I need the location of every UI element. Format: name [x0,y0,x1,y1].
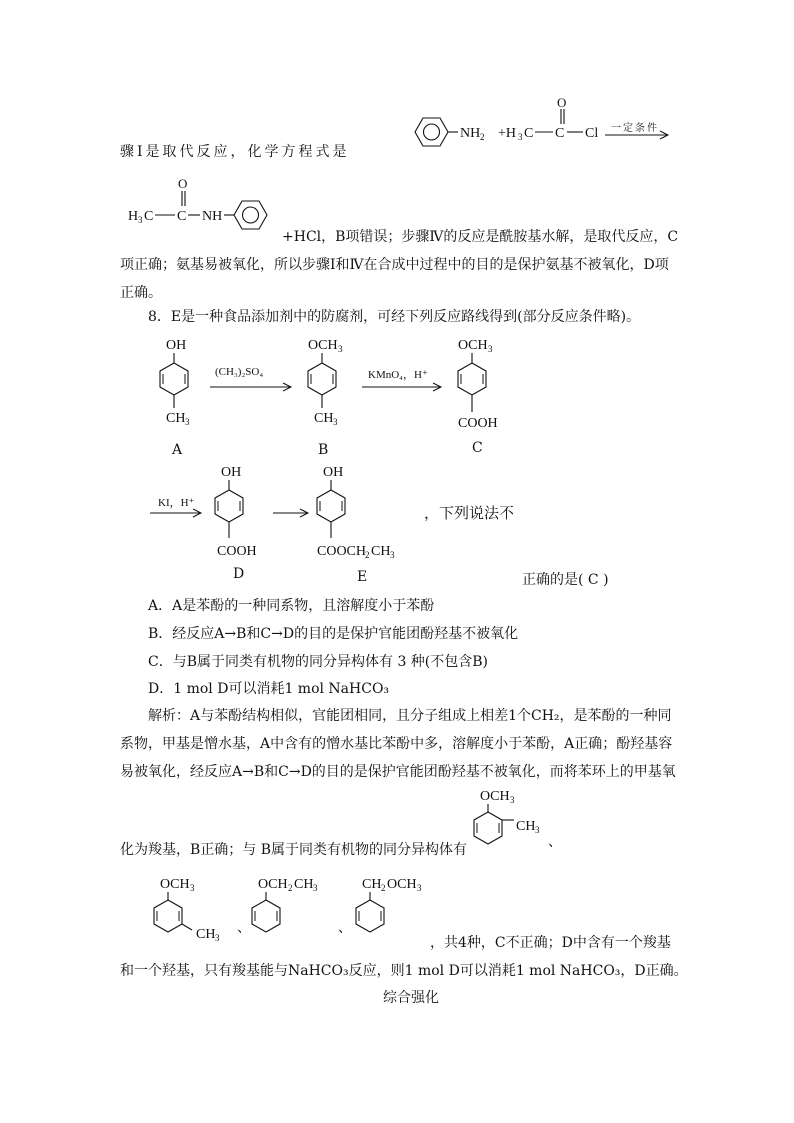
isomers-row [140,866,440,956]
analysis-line6: 和一个羟基，只有羧基能与NaHCO₃反应，则1 mol D可以消耗1 mol NaHCO₃，D正确。 [120,963,688,979]
reaction-condition: 一定条件 [611,123,659,134]
svg-text:C: C [524,126,534,141]
svg-text:OCH: OCH [308,338,338,353]
intro-tail-line1: +HCl，B项错误；步骤Ⅳ的反应是酰胺基水解，是取代反应，C [282,229,679,245]
benzene-ring-icon [458,363,486,395]
svg-text:2: 2 [288,883,293,893]
svg-text:CH: CH [516,819,536,834]
benzene-ring-icon [415,118,448,146]
separator-3: 、 [338,920,352,936]
benzene-ring-icon [215,490,243,522]
svg-text:COOH: COOH [217,544,257,559]
question-8-stem-tail2: 正确的是( C ) [522,572,609,588]
label-B: B [318,442,329,458]
svg-text:+H: +H [498,126,517,141]
svg-text:CH: CH [196,927,216,942]
reaction-scheme-row2 [145,460,435,570]
svg-text:3: 3 [390,550,395,560]
svg-text:OCH: OCH [258,877,288,892]
option-a: A．A是苯酚的一种同系物，且溶解度小于苯酚 [148,598,435,614]
intro-lead-text: 骤Ⅰ是取代反应，化学方程式是 [120,144,350,160]
svg-text:C: C [177,209,187,224]
reagent-ki: KI，H⁺ [158,497,195,509]
label-D: D [233,566,245,582]
svg-text:O: O [557,95,567,110]
svg-text:3: 3 [190,883,195,893]
intro-line3: 正确。 [120,285,162,301]
separator-2: 、 [237,920,251,936]
analysis-line4: 化为羧基，B正确；与 B属于同类有机物的同分异构体有 [120,842,468,858]
svg-text:O: O [178,176,188,191]
analysis-line1: 解析：A与苯酚结构相似，官能团相同，且分子组成上相差1个CH₂，是苯酚的一种同 [148,708,672,724]
svg-text:CH: CH [362,877,382,892]
svg-text:NH: NH [460,126,481,141]
svg-text:3: 3 [417,883,422,893]
benzene-ring-icon [154,900,182,932]
svg-text:3: 3 [510,795,515,805]
svg-text:Cl: Cl [585,126,599,141]
svg-text:NH: NH [202,209,223,224]
isomer-2-methylanisole [460,780,560,860]
svg-text:OCH: OCH [160,877,190,892]
equation-product [120,170,290,240]
svg-text:CH: CH [166,411,186,426]
svg-text:2: 2 [480,132,485,142]
svg-text:3: 3 [313,883,318,893]
svg-text:OH: OH [166,338,187,353]
benzene-ring-icon [160,363,188,395]
option-b: B．经反应A→B和C→D的目的是保护官能团酚羟基不被氧化 [148,626,519,642]
svg-text:3: 3 [215,933,220,943]
svg-text:H: H [128,209,139,224]
benzene-ring-icon [308,363,336,395]
intro-line2: 项正确；氨基易被氧化，所以步骤Ⅰ和Ⅳ在合成中过程中的目的是保护氨基不被氧化，D项 [120,257,669,273]
section-title: 综合强化 [383,990,439,1006]
svg-text:OCH: OCH [387,877,417,892]
svg-text:C: C [144,209,154,224]
svg-text:OH: OH [323,465,344,480]
option-d: D．1 mol D可以消耗1 mol NaHCO₃ [148,681,390,697]
svg-text:3: 3 [338,344,343,354]
svg-text:OCH: OCH [480,789,510,804]
label-A: A [172,442,183,458]
svg-text:CH: CH [314,411,334,426]
benzene-ring-icon [234,201,267,229]
svg-text:3: 3 [488,344,493,354]
svg-text:CH: CH [294,877,314,892]
svg-text:COOH: COOH [458,416,498,431]
benzene-ring-icon [356,900,384,932]
svg-text:3: 3 [138,215,143,225]
svg-text:3: 3 [518,132,523,142]
question-8-stem: 8．E是一种食品添加剂中的防腐剂，可经下列反应路线得到(部分反应条件略)。 [148,309,641,325]
svg-text:OH: OH [221,465,242,480]
label-E: E [357,569,368,585]
svg-text:CH: CH [371,544,391,559]
svg-text:OCH: OCH [458,338,488,353]
benzene-ring-icon [317,490,345,522]
separator-1: 、 [548,834,562,850]
svg-text:2: 2 [365,550,370,560]
label-C: C [472,440,483,456]
svg-text:3: 3 [333,417,338,427]
option-c: C．与B属于同类有机物的同分异构体有 3 种(不包含B) [148,654,489,670]
analysis-line2: 系物，甲基是憎水基，A中含有的憎水基比苯酚中多，溶解度小于苯酚，A正确；酚羟基容 [120,736,673,752]
svg-text:2: 2 [381,883,386,893]
reagent-kmno4: KMnO₄，H⁺ [368,369,428,381]
svg-text:C: C [555,126,565,141]
reagent-dimethyl-sulfate: (CH₃)₂SO₄ [215,366,264,378]
svg-text:3: 3 [185,417,190,427]
question-8-stem-tail1: ，下列说法不 [424,504,515,522]
analysis-line3: 易被氧化，经反应A→B和C→D的目的是保护官能团酚羟基不被氧化，而将苯环上的甲基氧 [120,764,676,780]
analysis-line5-tail: ，共4种，C不正确；D中含有一个羧基 [430,935,671,951]
benzene-ring-icon [474,812,502,844]
benzene-ring-icon [252,900,280,932]
svg-text:3: 3 [535,825,540,835]
svg-text:COOCH: COOCH [317,544,367,559]
